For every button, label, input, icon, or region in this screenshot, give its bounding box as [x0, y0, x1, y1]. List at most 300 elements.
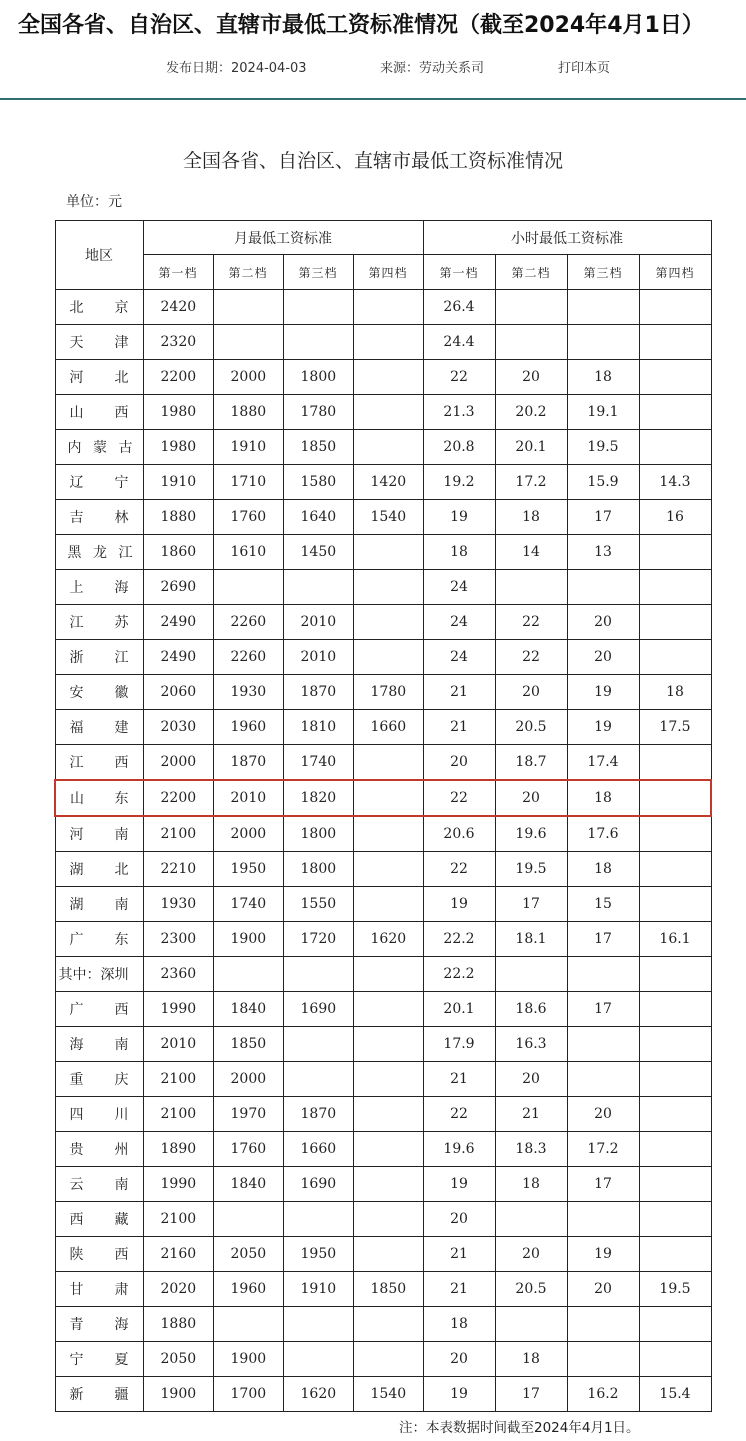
monthly-wage-cell: 1740	[213, 887, 283, 922]
hourly-wage-cell	[639, 430, 711, 465]
hourly-wage-cell: 17.2	[567, 1132, 639, 1167]
monthly-wage-cell: 2210	[143, 852, 213, 887]
page-title: 全国各省、自治区、直辖市最低工资标准情况（截至2024年4月1日）	[18, 13, 704, 38]
table-row	[55, 1062, 711, 1097]
monthly-group-header: 月最低工资标准	[143, 221, 423, 255]
region-cell: 浙江	[55, 640, 143, 675]
table-row	[55, 325, 711, 360]
hourly-wage-cell	[639, 290, 711, 325]
hourly-tier-header: 第四档	[639, 255, 711, 290]
hourly-wage-cell: 15	[567, 887, 639, 922]
monthly-wage-cell: 1850	[213, 1027, 283, 1062]
hourly-wage-cell: 17.4	[567, 745, 639, 781]
hourly-wage-cell: 20	[423, 1202, 495, 1237]
table-row	[55, 465, 711, 500]
hourly-wage-cell: 16.3	[495, 1027, 567, 1062]
hourly-wage-cell: 26.4	[423, 290, 495, 325]
monthly-wage-cell: 1990	[143, 992, 213, 1027]
monthly-wage-cell	[353, 535, 423, 570]
region-cell: 北京	[55, 290, 143, 325]
monthly-wage-cell: 1840	[213, 992, 283, 1027]
hourly-wage-cell: 21	[423, 1272, 495, 1307]
document-title: 全国各省、自治区、直辖市最低工资标准情况	[182, 150, 563, 172]
monthly-wage-cell: 1870	[283, 675, 353, 710]
monthly-wage-cell	[353, 1202, 423, 1237]
region-cell: 福建	[55, 710, 143, 745]
region-cell: 广东	[55, 922, 143, 957]
region-cell: 湖南	[55, 887, 143, 922]
hourly-wage-cell: 18.1	[495, 922, 567, 957]
region-cell: 黑龙江	[55, 535, 143, 570]
hourly-wage-cell: 18.7	[495, 745, 567, 781]
monthly-wage-cell: 2320	[143, 325, 213, 360]
monthly-wage-cell: 2260	[213, 605, 283, 640]
monthly-wage-cell: 1910	[283, 1272, 353, 1307]
table-row	[55, 640, 711, 675]
monthly-wage-cell: 1580	[283, 465, 353, 500]
monthly-wage-cell: 1540	[353, 500, 423, 535]
hourly-wage-cell: 17.6	[567, 816, 639, 852]
region-cell: 云南	[55, 1167, 143, 1202]
hourly-wage-cell: 21	[423, 675, 495, 710]
table-row	[55, 1237, 711, 1272]
hourly-wage-cell: 18	[567, 360, 639, 395]
table-row	[55, 500, 711, 535]
region-cell: 甘肃	[55, 1272, 143, 1307]
table-row	[55, 922, 711, 957]
monthly-wage-cell: 1640	[283, 500, 353, 535]
monthly-wage-cell: 2010	[213, 780, 283, 816]
hourly-wage-cell: 20	[495, 780, 567, 816]
hourly-wage-cell	[639, 395, 711, 430]
hourly-wage-cell: 22.2	[423, 957, 495, 992]
hourly-wage-cell: 20.1	[423, 992, 495, 1027]
hourly-wage-cell: 22	[495, 605, 567, 640]
hourly-wage-cell: 19	[567, 675, 639, 710]
hourly-wage-cell	[639, 1167, 711, 1202]
monthly-wage-cell: 2490	[143, 605, 213, 640]
monthly-wage-cell: 1850	[283, 430, 353, 465]
monthly-tier-header: 第三档	[283, 255, 353, 290]
monthly-wage-cell: 2100	[143, 816, 213, 852]
region-cell: 贵州	[55, 1132, 143, 1167]
monthly-wage-cell	[283, 1062, 353, 1097]
region-cell: 山东	[55, 780, 143, 816]
hourly-wage-cell	[567, 570, 639, 605]
monthly-wage-cell: 1540	[353, 1377, 423, 1412]
monthly-wage-cell: 1990	[143, 1167, 213, 1202]
monthly-wage-cell: 2360	[143, 957, 213, 992]
monthly-wage-cell	[353, 816, 423, 852]
monthly-wage-cell: 1850	[353, 1272, 423, 1307]
region-cell: 宁夏	[55, 1342, 143, 1377]
hourly-wage-cell: 22	[423, 780, 495, 816]
region-cell: 河南	[55, 816, 143, 852]
monthly-wage-cell: 1870	[283, 1097, 353, 1132]
region-cell: 安徽	[55, 675, 143, 710]
monthly-wage-cell	[353, 852, 423, 887]
hourly-wage-cell: 20	[495, 360, 567, 395]
hourly-wage-cell	[639, 1307, 711, 1342]
region-cell: 其中：深圳	[55, 957, 143, 992]
monthly-wage-cell	[353, 1062, 423, 1097]
hourly-wage-cell: 19	[423, 887, 495, 922]
monthly-wage-cell: 1980	[143, 430, 213, 465]
hourly-wage-cell: 19	[423, 500, 495, 535]
monthly-wage-cell	[283, 325, 353, 360]
monthly-wage-cell: 1760	[213, 500, 283, 535]
monthly-wage-cell	[283, 290, 353, 325]
table-row	[55, 1027, 711, 1062]
monthly-wage-cell: 2010	[143, 1027, 213, 1062]
hourly-wage-cell	[639, 360, 711, 395]
monthly-wage-cell	[283, 1202, 353, 1237]
hourly-wage-cell: 14	[495, 535, 567, 570]
hourly-wage-cell: 20.2	[495, 395, 567, 430]
hourly-wage-cell: 20.5	[495, 1272, 567, 1307]
hourly-wage-cell: 20	[495, 1237, 567, 1272]
monthly-wage-cell: 2160	[143, 1237, 213, 1272]
monthly-wage-cell: 2490	[143, 640, 213, 675]
hourly-wage-cell: 18	[567, 852, 639, 887]
region-cell: 湖北	[55, 852, 143, 887]
hourly-wage-cell: 20	[495, 1062, 567, 1097]
hourly-wage-cell	[639, 640, 711, 675]
region-cell: 吉林	[55, 500, 143, 535]
hourly-wage-cell: 19	[567, 1237, 639, 1272]
hourly-wage-cell: 19	[423, 1377, 495, 1412]
table-footnote: 注：本表数据时间截至2024年4月1日。	[399, 1420, 640, 1436]
hourly-wage-cell: 16	[639, 500, 711, 535]
monthly-wage-cell: 1800	[283, 816, 353, 852]
hourly-wage-cell: 17	[567, 992, 639, 1027]
monthly-wage-cell: 1880	[143, 1307, 213, 1342]
hourly-wage-cell: 17.5	[639, 710, 711, 745]
monthly-wage-cell: 1550	[283, 887, 353, 922]
monthly-wage-cell: 1700	[213, 1377, 283, 1412]
monthly-wage-cell: 1930	[143, 887, 213, 922]
hourly-wage-cell	[567, 290, 639, 325]
monthly-wage-cell	[353, 957, 423, 992]
monthly-wage-cell	[283, 957, 353, 992]
minimum-wage-table	[54, 220, 712, 1412]
hourly-wage-cell: 18	[423, 1307, 495, 1342]
monthly-wage-cell: 2690	[143, 570, 213, 605]
hourly-wage-cell: 18.3	[495, 1132, 567, 1167]
hourly-wage-cell: 18	[567, 780, 639, 816]
monthly-wage-cell: 1610	[213, 535, 283, 570]
hourly-wage-cell: 20	[567, 605, 639, 640]
monthly-wage-cell: 1740	[283, 745, 353, 781]
hourly-wage-cell: 16.2	[567, 1377, 639, 1412]
hourly-wage-cell	[639, 605, 711, 640]
hourly-wage-cell: 19	[423, 1167, 495, 1202]
hourly-wage-cell: 18	[495, 500, 567, 535]
unit-label: 单位：元	[66, 194, 122, 210]
hourly-wage-cell: 19.2	[423, 465, 495, 500]
monthly-wage-cell	[353, 1097, 423, 1132]
monthly-wage-cell: 1800	[283, 852, 353, 887]
hourly-wage-cell: 20.1	[495, 430, 567, 465]
hourly-wage-cell: 20	[567, 1097, 639, 1132]
hourly-wage-cell: 18	[639, 675, 711, 710]
hourly-wage-cell: 17	[567, 1167, 639, 1202]
hourly-wage-cell	[639, 887, 711, 922]
hourly-wage-cell: 19.6	[495, 816, 567, 852]
monthly-wage-cell: 2050	[143, 1342, 213, 1377]
hourly-wage-cell: 22	[423, 852, 495, 887]
hourly-wage-cell: 24	[423, 640, 495, 675]
monthly-wage-cell	[353, 1307, 423, 1342]
region-cell: 重庆	[55, 1062, 143, 1097]
table-row	[55, 1272, 711, 1307]
table-row	[55, 1342, 711, 1377]
hourly-tier-header: 第三档	[567, 255, 639, 290]
region-cell: 内蒙古	[55, 430, 143, 465]
hourly-wage-cell: 20.6	[423, 816, 495, 852]
monthly-wage-cell: 2050	[213, 1237, 283, 1272]
hourly-wage-cell: 14.3	[639, 465, 711, 500]
region-cell: 四川	[55, 1097, 143, 1132]
monthly-tier-header: 第一档	[143, 255, 213, 290]
hourly-wage-cell: 13	[567, 535, 639, 570]
region-cell: 江西	[55, 745, 143, 781]
monthly-wage-cell	[353, 430, 423, 465]
monthly-wage-cell: 1950	[213, 852, 283, 887]
monthly-wage-cell: 1800	[283, 360, 353, 395]
table-row	[55, 675, 711, 710]
region-cell: 广西	[55, 992, 143, 1027]
monthly-wage-cell: 1970	[213, 1097, 283, 1132]
hourly-wage-cell	[495, 290, 567, 325]
monthly-wage-cell	[353, 1027, 423, 1062]
region-column-header: 地区	[55, 221, 143, 290]
region-cell: 西藏	[55, 1202, 143, 1237]
monthly-wage-cell	[353, 745, 423, 781]
monthly-wage-cell	[213, 957, 283, 992]
hourly-wage-cell: 21	[423, 1062, 495, 1097]
region-cell: 河北	[55, 360, 143, 395]
monthly-wage-cell: 1880	[143, 500, 213, 535]
monthly-wage-cell: 1620	[283, 1377, 353, 1412]
hourly-wage-cell	[639, 745, 711, 781]
monthly-wage-cell	[353, 640, 423, 675]
monthly-wage-cell	[353, 1342, 423, 1377]
monthly-wage-cell	[353, 1132, 423, 1167]
hourly-wage-cell: 21.3	[423, 395, 495, 430]
hourly-wage-cell: 16.1	[639, 922, 711, 957]
hourly-wage-cell: 17	[567, 500, 639, 535]
table-row	[55, 290, 711, 325]
hourly-wage-cell	[639, 1132, 711, 1167]
monthly-wage-cell: 1890	[143, 1132, 213, 1167]
hourly-wage-cell: 17	[567, 922, 639, 957]
monthly-wage-cell	[283, 1027, 353, 1062]
hourly-wage-cell	[639, 535, 711, 570]
table-row	[55, 710, 711, 745]
monthly-wage-cell	[213, 1307, 283, 1342]
monthly-wage-cell: 1980	[143, 395, 213, 430]
table-row	[55, 992, 711, 1027]
monthly-wage-cell: 1910	[213, 430, 283, 465]
monthly-wage-cell	[353, 1237, 423, 1272]
region-cell: 山西	[55, 395, 143, 430]
monthly-wage-cell	[353, 570, 423, 605]
region-cell: 陕西	[55, 1237, 143, 1272]
hourly-wage-cell: 22.2	[423, 922, 495, 957]
monthly-wage-cell	[353, 780, 423, 816]
monthly-wage-cell: 1960	[213, 1272, 283, 1307]
table-row	[55, 816, 711, 852]
monthly-wage-cell: 2100	[143, 1062, 213, 1097]
monthly-wage-cell: 1900	[213, 1342, 283, 1377]
monthly-wage-cell: 2100	[143, 1202, 213, 1237]
table-row	[55, 1202, 711, 1237]
monthly-wage-cell: 1950	[283, 1237, 353, 1272]
hourly-wage-cell	[639, 1027, 711, 1062]
monthly-wage-cell: 2000	[213, 816, 283, 852]
table-row	[55, 852, 711, 887]
hourly-wage-cell: 19.5	[495, 852, 567, 887]
hourly-wage-cell: 18	[423, 535, 495, 570]
monthly-wage-cell: 1930	[213, 675, 283, 710]
monthly-wage-cell	[353, 360, 423, 395]
hourly-wage-cell	[567, 1027, 639, 1062]
hourly-wage-cell: 20.8	[423, 430, 495, 465]
table-row	[55, 745, 711, 781]
monthly-wage-cell: 2000	[213, 1062, 283, 1097]
monthly-wage-cell: 1420	[353, 465, 423, 500]
table-row	[55, 1167, 711, 1202]
monthly-wage-cell: 2200	[143, 360, 213, 395]
monthly-wage-cell: 1710	[213, 465, 283, 500]
monthly-wage-cell	[353, 992, 423, 1027]
hourly-wage-cell	[495, 325, 567, 360]
hourly-wage-cell: 24.4	[423, 325, 495, 360]
region-cell: 辽宁	[55, 465, 143, 500]
hourly-wage-cell	[639, 957, 711, 992]
monthly-wage-cell: 2060	[143, 675, 213, 710]
monthly-tier-header: 第四档	[353, 255, 423, 290]
monthly-wage-cell: 1720	[283, 922, 353, 957]
region-cell: 上海	[55, 570, 143, 605]
hourly-wage-cell: 24	[423, 570, 495, 605]
hourly-wage-cell: 24	[423, 605, 495, 640]
hourly-wage-cell: 15.9	[567, 465, 639, 500]
monthly-wage-cell	[283, 570, 353, 605]
hourly-wage-cell	[639, 1237, 711, 1272]
monthly-wage-cell: 1450	[283, 535, 353, 570]
hourly-wage-cell: 19.1	[567, 395, 639, 430]
monthly-wage-cell: 1660	[283, 1132, 353, 1167]
hourly-wage-cell	[639, 570, 711, 605]
monthly-wage-cell	[213, 570, 283, 605]
region-cell: 新疆	[55, 1377, 143, 1412]
hourly-wage-cell: 22	[423, 360, 495, 395]
monthly-wage-cell	[353, 325, 423, 360]
monthly-wage-cell: 1690	[283, 1167, 353, 1202]
table-row	[55, 430, 711, 465]
hourly-wage-cell	[495, 570, 567, 605]
hourly-wage-cell	[639, 852, 711, 887]
hourly-wage-cell	[567, 325, 639, 360]
monthly-wage-cell: 1900	[213, 922, 283, 957]
monthly-wage-cell: 1780	[353, 675, 423, 710]
monthly-wage-cell: 2000	[143, 745, 213, 781]
print-page-link[interactable]: 打印本页	[558, 61, 611, 76]
monthly-wage-cell: 2100	[143, 1097, 213, 1132]
monthly-wage-cell: 2030	[143, 710, 213, 745]
monthly-wage-cell	[213, 1202, 283, 1237]
monthly-wage-cell: 2420	[143, 290, 213, 325]
monthly-wage-cell: 1960	[213, 710, 283, 745]
hourly-wage-cell: 19.6	[423, 1132, 495, 1167]
source-label: 来源：劳动关系司	[380, 61, 485, 76]
monthly-wage-cell: 1620	[353, 922, 423, 957]
region-cell: 江苏	[55, 605, 143, 640]
monthly-wage-cell: 2000	[213, 360, 283, 395]
table-row	[55, 570, 711, 605]
table-header-row	[55, 221, 711, 255]
hourly-wage-cell: 20	[567, 1272, 639, 1307]
hourly-wage-cell: 18	[495, 1167, 567, 1202]
table-row	[55, 360, 711, 395]
hourly-wage-cell	[639, 1202, 711, 1237]
hourly-wage-cell	[639, 780, 711, 816]
hourly-wage-cell	[639, 325, 711, 360]
hourly-wage-cell	[639, 1062, 711, 1097]
hourly-wage-cell: 20.5	[495, 710, 567, 745]
hourly-wage-cell	[639, 816, 711, 852]
table-row	[55, 887, 711, 922]
hourly-wage-cell	[567, 1202, 639, 1237]
hourly-group-header: 小时最低工资标准	[423, 221, 711, 255]
monthly-wage-cell: 1760	[213, 1132, 283, 1167]
hourly-wage-cell: 22	[495, 640, 567, 675]
monthly-wage-cell: 1810	[283, 710, 353, 745]
monthly-wage-cell	[353, 887, 423, 922]
monthly-wage-cell: 1780	[283, 395, 353, 430]
monthly-wage-cell: 1900	[143, 1377, 213, 1412]
hourly-wage-cell	[567, 1307, 639, 1342]
hourly-wage-cell: 15.4	[639, 1377, 711, 1412]
monthly-wage-cell	[353, 605, 423, 640]
table-row	[55, 395, 711, 430]
hourly-wage-cell	[567, 957, 639, 992]
hourly-wage-cell	[567, 1342, 639, 1377]
hourly-wage-cell: 20	[495, 675, 567, 710]
hourly-wage-cell: 17	[495, 887, 567, 922]
monthly-wage-cell: 1690	[283, 992, 353, 1027]
monthly-wage-cell: 1660	[353, 710, 423, 745]
monthly-wage-cell	[353, 1167, 423, 1202]
monthly-wage-cell: 1910	[143, 465, 213, 500]
monthly-wage-cell: 2260	[213, 640, 283, 675]
table-row	[55, 535, 711, 570]
table-row	[55, 1097, 711, 1132]
hourly-tier-header: 第二档	[495, 255, 567, 290]
table-row	[55, 1307, 711, 1342]
hourly-wage-cell: 21	[423, 710, 495, 745]
hourly-wage-cell: 19	[567, 710, 639, 745]
hourly-wage-cell: 17	[495, 1377, 567, 1412]
publish-date: 发布日期：2024-04-03	[166, 61, 307, 76]
monthly-wage-cell	[283, 1342, 353, 1377]
table-row	[55, 1132, 711, 1167]
region-cell: 天津	[55, 325, 143, 360]
monthly-wage-cell: 2010	[283, 605, 353, 640]
monthly-wage-cell: 1820	[283, 780, 353, 816]
